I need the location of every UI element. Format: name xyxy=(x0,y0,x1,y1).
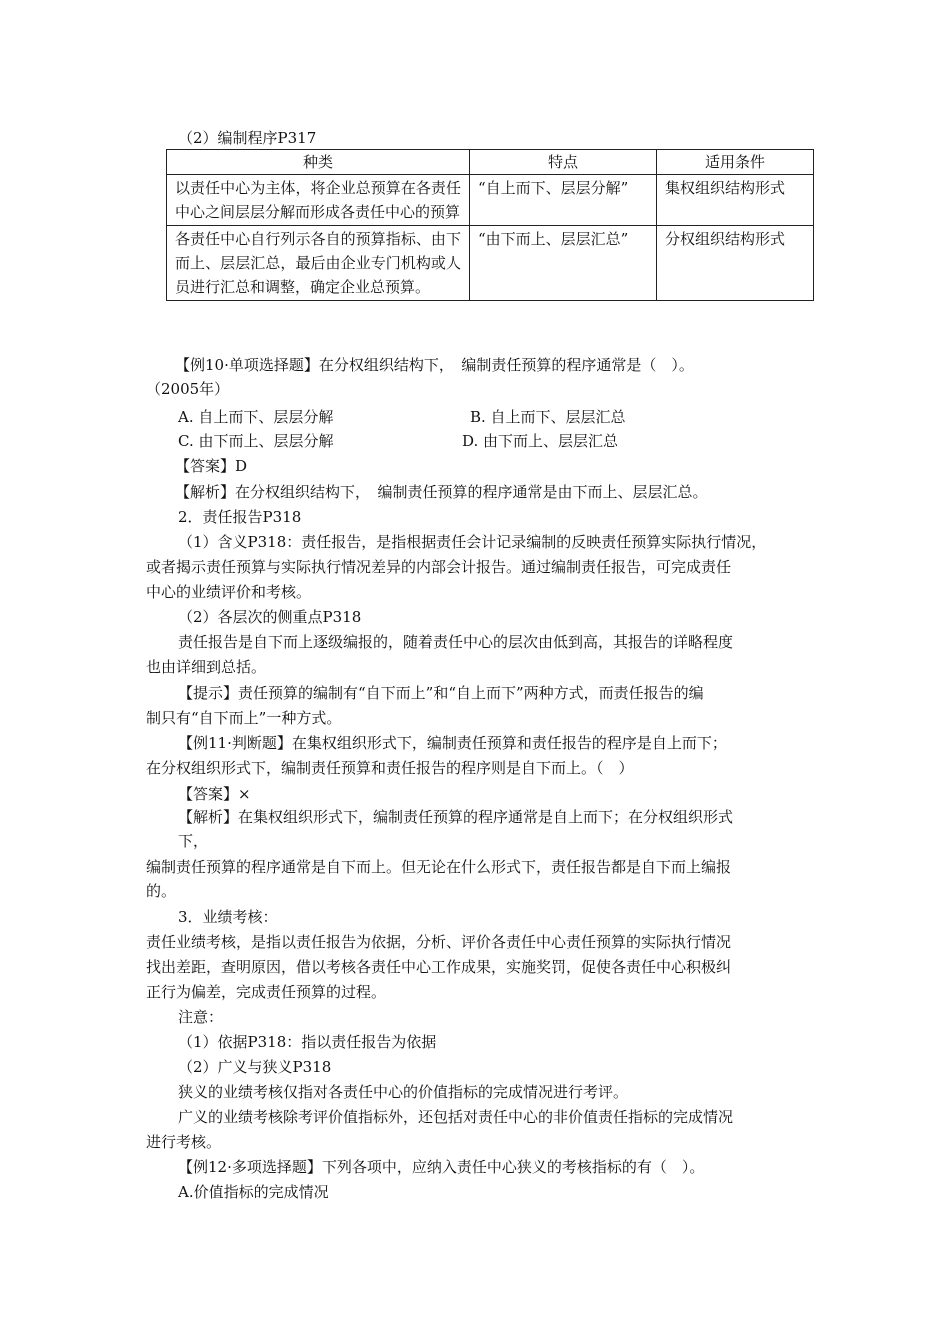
evaluation-definition: 找出差距，查明原因，借以考核各责任中心工作成果，实施奖罚，促使各责任中心积极纠 xyxy=(146,958,732,976)
option-a: A. 自上而下、层层分解 xyxy=(178,408,334,426)
table-header-row xyxy=(167,150,814,175)
cell-type: 各责任中心自行列示各自的预算指标、由下而上、层层汇总，最后由企业专门机构或人员进行汇总和调整，确定企业总预算。 xyxy=(167,226,470,301)
example-10-analysis: 【解析】在分权组织结构下， 编制责任预算的程序通常是由下而上、层层汇总。 xyxy=(175,483,708,501)
example-10-question: 【例10·单项选择题】在分权组织结构下， 编制责任预算的程序通常是（ ）。 xyxy=(175,356,694,374)
focus-heading: （2）各层次的侧重点P318 xyxy=(178,608,362,626)
cell-condition: 集权组织结构形式 xyxy=(657,175,814,226)
header-condition: 适用条件 xyxy=(657,150,814,175)
example-11-analysis: 【解析】在集权组织形式下，编制责任预算的程序通常是自上而下；在分权组织形式 xyxy=(178,808,734,826)
header-type: 种类 xyxy=(167,150,470,175)
example-12-question: 【例12·多项选择题】下列各项中，应纳入责任中心狭义的考核指标的有（ ）。 xyxy=(178,1158,705,1176)
example-11-answer: 【答案】× xyxy=(178,785,251,803)
example-11-analysis: 的。 xyxy=(146,882,177,900)
broad-definition: 广义的业绩考核除考评价值指标外，还包括对责任中心的非价值责任指标的完成情况 xyxy=(178,1108,734,1126)
option-a: A.价值指标的完成情况 xyxy=(178,1183,329,1201)
evaluation-definition: 正行为偏差，完成责任预算的过程。 xyxy=(146,983,387,1001)
scope-heading: （2）广义与狭义P318 xyxy=(178,1058,332,1076)
focus-text: 也由详细到总括。 xyxy=(146,658,267,676)
option-c: C. 由下而上、层层分解 xyxy=(178,432,334,450)
basis-text: （1）依据P318：指以责任报告为依据 xyxy=(178,1033,437,1051)
tip-text: 【提示】责任预算的编制有“自下而上”和“自上而下”两种方式，而责任报告的编 xyxy=(178,684,704,702)
note-label: 注意： xyxy=(178,1008,224,1026)
focus-text: 责任报告是自下而上逐级编报的，随着责任中心的层次由低到高，其报告的详略程度 xyxy=(178,633,734,651)
report-definition: 中心的业绩评价和考核。 xyxy=(146,583,312,601)
header-feature: 特点 xyxy=(470,150,657,175)
evaluation-definition: 责任业绩考核，是指以责任报告为依据，分析、评价各责任中心责任预算的实际执行情况 xyxy=(146,933,732,951)
example-11-question: 【例11·判断题】在集权组织形式下，编制责任预算和责任报告的程序是自上而下； xyxy=(178,734,727,752)
example-10-year: （2005年） xyxy=(146,380,230,398)
tip-text: 制只有“自下而上”一种方式。 xyxy=(146,709,342,727)
section-title: （2）编制程序P317 xyxy=(178,129,317,147)
procedure-table xyxy=(166,149,814,301)
cell-feature: “由下而上、层层汇总” xyxy=(470,226,657,301)
example-11-analysis: 下， xyxy=(178,832,209,850)
cell-condition: 分权组织结构形式 xyxy=(657,226,814,301)
example-10-answer: 【答案】D xyxy=(175,457,248,475)
option-d: D. 由下而上、层层汇总 xyxy=(462,432,619,450)
option-b: B. 自上而下、层层汇总 xyxy=(470,408,626,426)
report-definition: （1）含义P318：责任报告，是指根据责任会计记录编制的反映责任预算实际执行情况， xyxy=(178,533,767,551)
report-heading: 2．责任报告P318 xyxy=(178,508,302,526)
report-definition: 或者揭示责任预算与实际执行情况差异的内部会计报告。通过编制责任报告，可完成责任 xyxy=(146,558,732,576)
table-row xyxy=(167,175,814,226)
evaluation-heading: 3．业绩考核： xyxy=(178,908,278,926)
example-11-question: 在分权组织形式下，编制责任预算和责任报告的程序则是自下而上。（ ） xyxy=(146,759,634,777)
broad-definition: 进行考核。 xyxy=(146,1133,222,1151)
example-11-analysis: 编制责任预算的程序通常是自下而上。但无论在什么形式下，责任报告都是自下而上编报 xyxy=(146,858,732,876)
narrow-definition: 狭义的业绩考核仅指对各责任中心的价值指标的完成情况进行考评。 xyxy=(178,1083,629,1101)
cell-feature: “自上而下、层层分解” xyxy=(470,175,657,226)
cell-type: 以责任中心为主体，将企业总预算在各责任中心之间层层分解而形成各责任中心的预算 xyxy=(167,175,470,226)
table-row xyxy=(167,226,814,301)
